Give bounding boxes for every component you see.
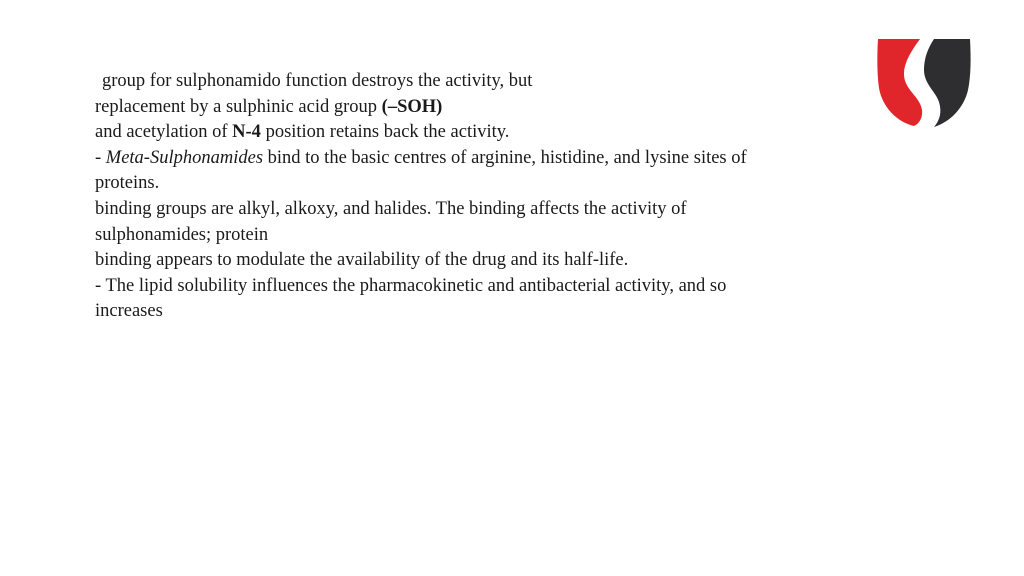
body-text: [95, 69, 865, 325]
text-line: [95, 120, 865, 146]
logo-red-part: [877, 39, 922, 126]
text-line: [95, 95, 865, 121]
meta-sulphonamides-term: Meta-Sulphonamides: [105, 147, 264, 168]
text-line: [95, 223, 865, 249]
text-line-6: binding groups are alkyl, alkoxy, and halides. The binding affects the activity of: [95, 198, 687, 219]
bullet-dash: -: [95, 147, 106, 168]
text-line-7: sulphonamides; protein: [95, 224, 269, 245]
text-line: [95, 274, 865, 300]
text-line: [95, 197, 865, 223]
text-line-3: and acetylation of: [95, 122, 233, 143]
soh-formula: (–SOH): [381, 96, 443, 117]
shield-logo-icon: [876, 36, 972, 128]
text-line: [95, 69, 865, 95]
text-line-3-rest: position retains back the activity.: [260, 122, 510, 143]
text-line-4-rest: bind to the basic centres of arginine, histidine, and lysine sites of: [263, 147, 747, 168]
text-line: [95, 299, 865, 325]
text-line-2: replacement by a sulphinic acid group: [95, 96, 382, 117]
text-line-10: increases: [95, 301, 163, 322]
text-line: [95, 248, 865, 274]
text-line-5: proteins.: [95, 173, 160, 194]
text-line-1: group for sulphonamido function destroys the activity, but: [102, 71, 533, 91]
text-line: [95, 146, 865, 172]
text-line: [95, 171, 865, 197]
logo-dark-part: [924, 39, 971, 127]
text-line-8: binding appears to modulate the availability of the drug and its half-life.: [95, 250, 629, 271]
text-line-9: - The lipid solubility influences the pharmacokinetic and antibacterial activity, and so: [95, 275, 727, 296]
n4-label: N-4: [232, 122, 261, 143]
